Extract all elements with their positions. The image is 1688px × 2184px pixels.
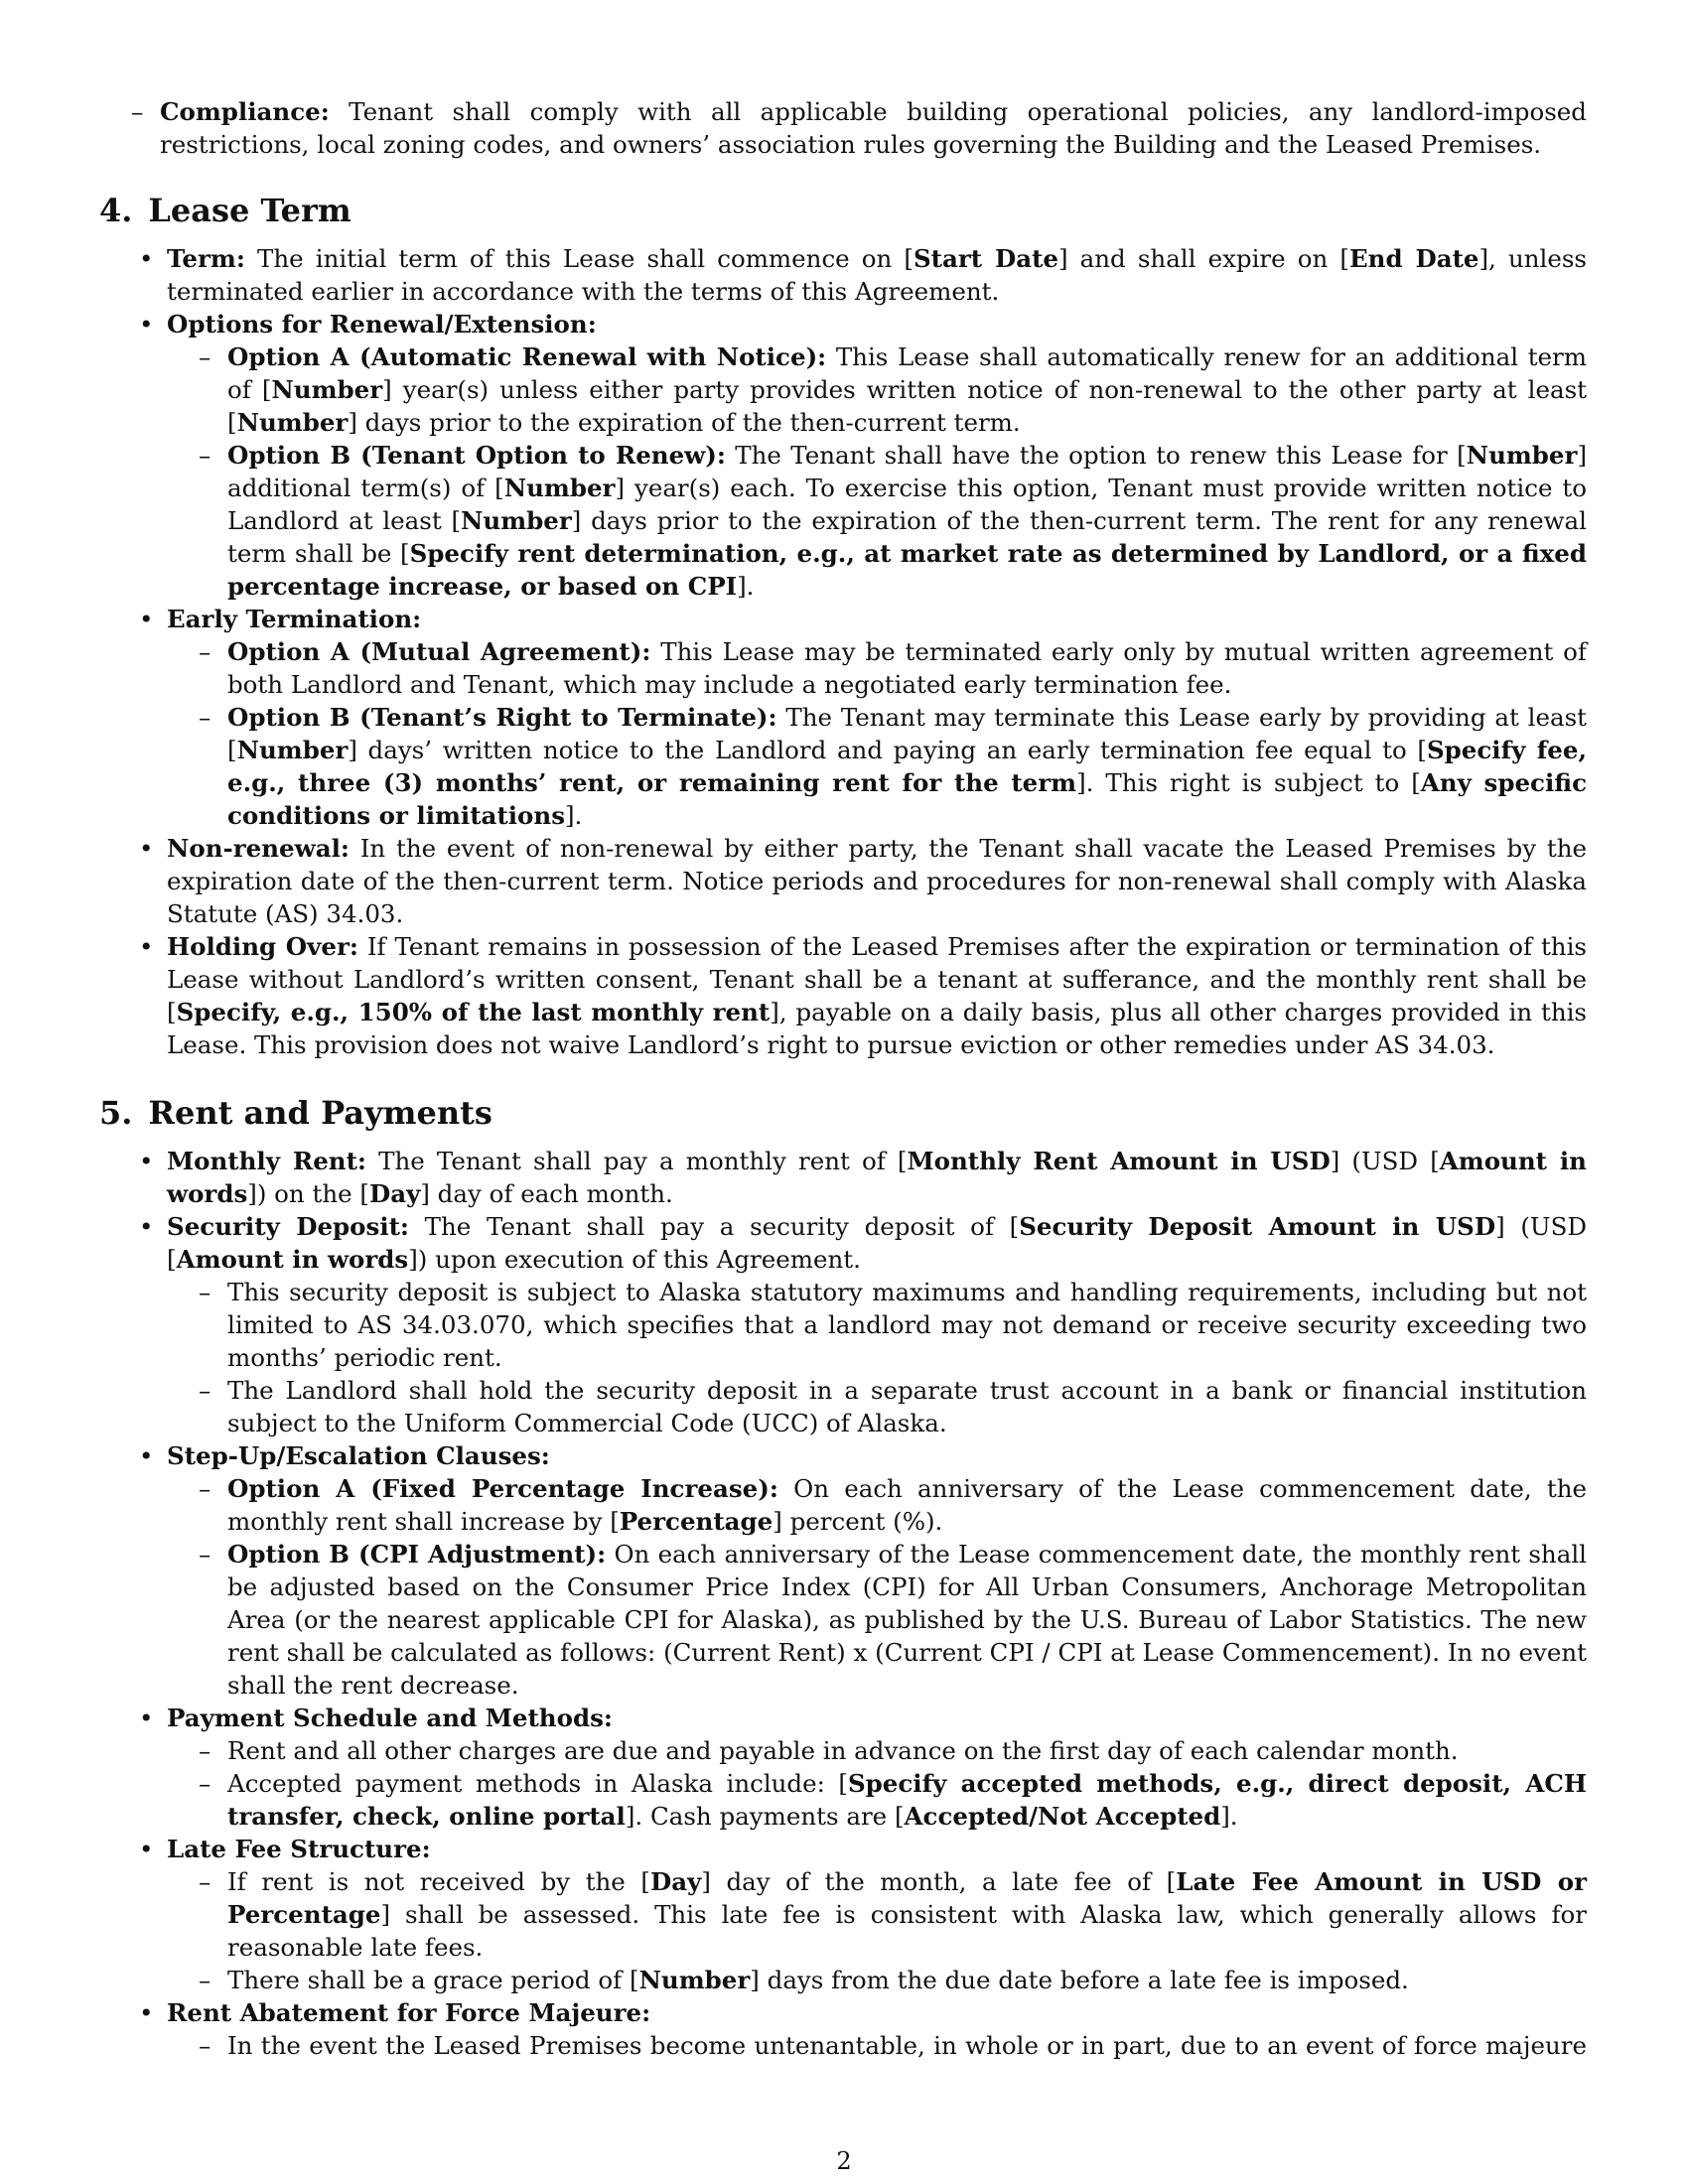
- step-up-option-b: [227, 1538, 1587, 1702]
- placeholder: Number: [271, 375, 383, 404]
- holding-over-label: Holding Over:: [167, 932, 358, 961]
- option-label: Option A (Automatic Renewal with Notice):: [227, 342, 827, 371]
- section-number: 5.: [99, 1094, 133, 1132]
- placeholder: Number: [1466, 441, 1578, 470]
- text-run: ] shall be assessed. This late fee is consistent with Alaska law, which generally allows for reasonable late fees.: [227, 1900, 1587, 1962]
- compliance-label: Compliance:: [160, 97, 330, 126]
- text-run: In the event of non-renewal by either party, the Tenant shall vacate the Leased Premises by the expiration date of the then-current term. Notice periods and procedures for non-renewal shall comply with Alaska Statute (AS) 34.03.: [167, 834, 1587, 928]
- placeholder-start-date: Start Date: [913, 244, 1058, 273]
- step-up-item: [167, 1439, 1587, 1702]
- text-run: On each anniversary of the Lease commencement date, the monthly rent shall increase by [: [227, 1474, 1587, 1536]
- text-run: ]. This right is subject to [: [1076, 768, 1421, 797]
- placeholder: Specify fee, e.g., three (3) months’ rent, or remaining rent for the term: [227, 736, 1588, 797]
- step-up-options: [167, 1472, 1587, 1702]
- late-fee-amount-note: [227, 1865, 1587, 1964]
- text-run: ] percent (%).: [773, 1507, 943, 1536]
- option-label: Option A (Fixed Percentage Increase):: [227, 1474, 778, 1503]
- compliance-text: Tenant shall comply with all applicable building operational policies, any landlord-imposed restrictions, local zoning codes, and owners’ association rules governing the Building and the Leased Premises.: [160, 97, 1587, 159]
- section-title: Lease Term: [148, 192, 352, 229]
- text-run: ] days from the due date before a late fee is imposed.: [750, 1966, 1409, 1994]
- text-run: If rent is not received by the [: [227, 1867, 650, 1896]
- early-termination-label: Early Termination:: [167, 605, 422, 633]
- placeholder: Day: [649, 1867, 702, 1896]
- text-run: ] days prior to the expiration of the then-current term.: [348, 408, 1021, 437]
- option-label: Option B (CPI Adjustment):: [227, 1540, 607, 1569]
- non-renewal-item: [167, 832, 1587, 930]
- early-termination-item: [167, 603, 1587, 832]
- early-termination-options: [167, 635, 1587, 832]
- payment-methods-note: [227, 1767, 1587, 1833]
- renewal-label: Options for Renewal/Extension:: [167, 310, 597, 339]
- text-run: ] (USD [: [1330, 1147, 1440, 1175]
- text-run: ] year(s) each. To exercise this option, Tenant must provide written notice to Landlord at least [: [227, 474, 1587, 535]
- placeholder: Specify accepted methods, e.g., direct deposit, ACH transfer, check, online portal: [227, 1769, 1587, 1831]
- text-run: ].: [1220, 1802, 1238, 1831]
- renewal-option-a: [227, 341, 1587, 439]
- text-run: ].: [565, 801, 583, 830]
- rent-abatement-details: [167, 2029, 1587, 2062]
- text-run: ]. Cash payments are [: [625, 1802, 905, 1831]
- step-up-option-a: [227, 1472, 1587, 1538]
- step-up-label: Step-Up/Escalation Clauses:: [167, 1441, 550, 1470]
- security-deposit-label: Security Deposit:: [167, 1212, 409, 1241]
- text-run: ]) upon execution of this Agreement.: [408, 1245, 861, 1274]
- renewal-options: [167, 341, 1587, 603]
- text-run: ] days prior to the expiration of the then-current term. The rent for any renewal term shall be [: [227, 506, 1587, 568]
- text-run: This Lease shall automatically renew for an additional term of [: [227, 342, 1587, 404]
- page-number: 2: [836, 2147, 852, 2175]
- payment-schedule-details: [167, 1734, 1587, 1833]
- term-label: Term:: [167, 244, 245, 273]
- deposit-statutory-note: – This security deposit is subject to Alaska statutory maximums and handling requirements, including but not limited to AS 34.03.070, which specifies that a landlord may not demand or receive security exceeding two months’ periodic rent.: [227, 1276, 1587, 1374]
- placeholder: Any specific conditions or limitations: [227, 768, 1588, 830]
- placeholder: Day: [368, 1179, 421, 1208]
- compliance-list: [99, 95, 1587, 161]
- text-run: ] (USD [: [167, 1212, 1587, 1274]
- placeholder-end-date: End Date: [1348, 244, 1479, 273]
- monthly-rent-label: Monthly Rent:: [167, 1147, 366, 1175]
- holding-over-item: [167, 930, 1587, 1061]
- early-option-a: [227, 635, 1587, 701]
- text-run: ] days’ written notice to the Landlord and paying an early termination fee equal to [: [348, 736, 1427, 764]
- deposit-trust-note: – The Landlord shall hold the security deposit in a separate trust account in a bank or financial institution subject to the Uniform Commercial Code (UCC) of Alaska.: [227, 1374, 1587, 1439]
- text-run: ] day of the month, a late fee of [: [701, 1867, 1177, 1896]
- renewal-option-b: [227, 439, 1587, 603]
- placeholder: Number: [461, 506, 572, 535]
- renewal-item: [167, 308, 1587, 603]
- placeholder: Number: [236, 408, 349, 437]
- late-fee-details: [167, 1865, 1587, 1996]
- text-run: ], payable on a daily basis, plus all other charges provided in this Lease. This provision does not waive Landlord’s right to pursue eviction or other remedies under AS 34.03.: [167, 998, 1588, 1059]
- placeholder: Number: [236, 736, 349, 764]
- late-fee-label: Late Fee Structure:: [167, 1835, 431, 1863]
- text-run: This Lease may be terminated early only by mutual written agreement of both Landlord and Tenant, which may include a negotiated early termination fee.: [227, 637, 1587, 699]
- placeholder: Amount in words: [167, 1147, 1587, 1208]
- placeholder: Accepted/Not Accepted: [904, 1802, 1221, 1831]
- text-run: On each anniversary of the Lease commencement date, the monthly rent shall be adjusted based on the Consumer Price Index (CPI) for All Urban Consumers, Anchorage Metropolitan Area (or the nearest applicable CPI for Alaska), as published by the U.S. Bureau of Labor Statistics. The new rent shall be calculated as follows: (Current Rent) x (Current CPI / CPI at Lease Commencement). In no event shall the rent decrease.: [227, 1540, 1587, 1700]
- grace-period-note: [227, 1964, 1587, 1996]
- text-run: ] day of each month.: [420, 1179, 673, 1208]
- option-label: Option A (Mutual Agreement):: [227, 637, 651, 666]
- security-deposit-item: [167, 1210, 1587, 1439]
- security-deposit-details: [167, 1276, 1587, 1439]
- placeholder: Security Deposit Amount in USD: [1019, 1212, 1496, 1241]
- text-run: ]) on the [: [247, 1179, 369, 1208]
- text-run: The Tenant shall have the option to renew this Lease for [: [725, 441, 1467, 470]
- placeholder: Percentage: [619, 1507, 774, 1536]
- section-number: 4.: [99, 192, 133, 229]
- placeholder: Monthly Rent Amount in USD: [907, 1147, 1331, 1175]
- section-5-list: [99, 1145, 1587, 2062]
- monthly-rent-item: [167, 1145, 1587, 1210]
- force-majeure-note: – In the event the Leased Premises become untenantable, in whole or in part, due to an event of force majeure: [227, 2029, 1587, 2062]
- text-run: ], unless terminated earlier in accordance with the terms of this Agreement.: [167, 244, 1587, 306]
- rent-abatement-label: Rent Abatement for Force Majeure:: [167, 1998, 651, 2027]
- text-run: ] year(s) unless either party provides written notice of non-renewal to the other party at least [: [227, 375, 1587, 437]
- placeholder: Specify, e.g., 150% of the last monthly rent: [176, 998, 771, 1026]
- early-option-b: [227, 701, 1587, 832]
- section-title: Rent and Payments: [148, 1094, 492, 1132]
- text-run: The Tenant may terminate this Lease early by providing at least [: [227, 703, 1587, 764]
- placeholder: Late Fee Amount in USD or Percentage: [227, 1867, 1587, 1929]
- section-5-heading: [99, 1093, 1587, 1133]
- compliance-item: [160, 95, 1587, 161]
- text-run: ] additional term(s) of [: [227, 441, 1587, 502]
- term-item: [167, 242, 1587, 308]
- text-run: ] and shall expire on [: [1057, 244, 1349, 273]
- payment-schedule-item: [167, 1702, 1587, 1833]
- text-run: If Tenant remains in possession of the Leased Premises after the expiration or termination of this Lease without Landlord’s written consent, Tenant shall be a tenant at sufferance, and the monthly rent shall be [: [167, 932, 1587, 1026]
- section-4-heading: [99, 191, 1587, 230]
- rent-abatement-item: [167, 1996, 1587, 2062]
- section-4-list: [99, 242, 1587, 1061]
- late-fee-item: [167, 1833, 1587, 1996]
- payment-due-note: – Rent and all other charges are due and payable in advance on the first day of each calendar month.: [227, 1734, 1587, 1767]
- non-renewal-label: Non-renewal:: [167, 834, 350, 863]
- text-run: The Tenant shall pay a security deposit of [: [408, 1212, 1020, 1241]
- payment-schedule-label: Payment Schedule and Methods:: [167, 1704, 613, 1732]
- placeholder: Specify rent determination, e.g., at market rate as determined by Landlord, or a fixed percentage increase, or based on CPI: [227, 539, 1587, 601]
- placeholder: Number: [503, 474, 616, 502]
- text-run: The initial term of this Lease shall commence on [: [244, 244, 914, 273]
- placeholder: Amount in words: [176, 1245, 409, 1274]
- placeholder: Number: [638, 1966, 751, 1994]
- text-run: ].: [737, 572, 755, 601]
- text-run: Accepted payment methods in Alaska include: [: [227, 1769, 848, 1798]
- option-label: Option B (Tenant Option to Renew):: [227, 441, 726, 470]
- text-run: There shall be a grace period of [: [227, 1966, 639, 1994]
- document-page: [99, 95, 1587, 2062]
- text-run: The Tenant shall pay a monthly rent of [: [365, 1147, 908, 1175]
- option-label: Option B (Tenant’s Right to Terminate):: [227, 703, 777, 732]
